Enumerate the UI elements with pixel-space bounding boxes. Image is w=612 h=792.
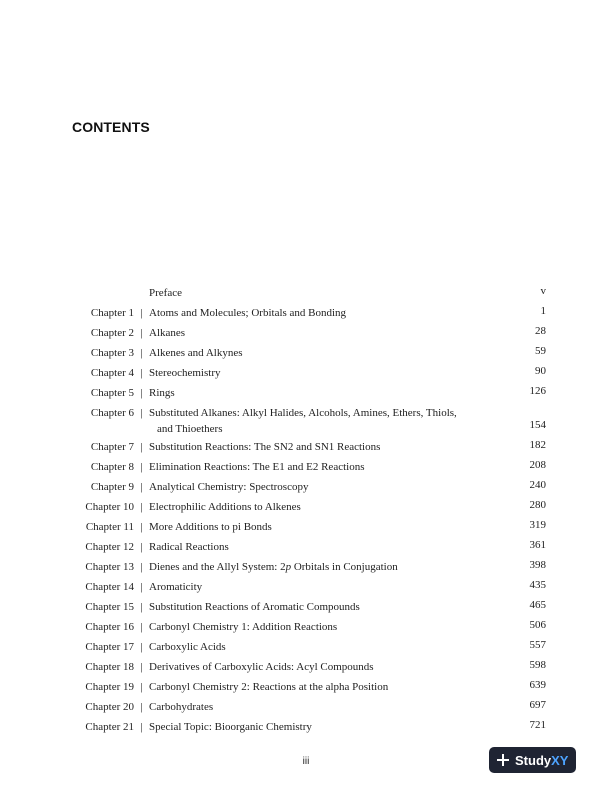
toc-separator: | xyxy=(140,661,143,673)
toc-page: 208 xyxy=(529,459,546,471)
toc-row-chapter-12[interactable] xyxy=(72,539,546,559)
toc-chapter-label: Chapter 10 xyxy=(85,501,134,513)
toc-row-chapter-3[interactable] xyxy=(72,345,546,365)
toc-separator: | xyxy=(140,621,143,633)
toc-separator: | xyxy=(140,541,143,553)
toc-page: 465 xyxy=(529,599,546,611)
toc-chapter-label: Chapter 15 xyxy=(85,601,134,613)
toc-page: 697 xyxy=(529,699,546,711)
toc-separator: | xyxy=(140,387,143,399)
toc-title: Carbohydrates xyxy=(149,701,214,713)
toc-chapter-label: Chapter 6 xyxy=(90,407,134,419)
toc-row-chapter-17[interactable] xyxy=(72,639,546,659)
toc-title: Atoms and Molecules; Orbitals and Bonding xyxy=(149,307,347,319)
toc-page: 59 xyxy=(535,345,546,357)
toc-chapter-label: Chapter 20 xyxy=(85,701,134,713)
toc-title: Special Topic: Bioorganic Chemistry xyxy=(149,721,312,733)
toc-title: Alkanes xyxy=(149,327,186,339)
toc-page: 721 xyxy=(529,719,546,731)
toc-title: Carbonyl Chemistry 1: Addition Reactions xyxy=(149,621,338,633)
toc-row-chapter-16[interactable] xyxy=(72,619,546,639)
toc-separator: | xyxy=(140,407,143,419)
toc-chapter-label: Chapter 13 xyxy=(85,561,134,573)
toc-chapter-label: Chapter 21 xyxy=(85,721,134,733)
toc-separator: | xyxy=(140,641,143,653)
toc-page: 1 xyxy=(540,305,546,317)
toc-title: Carboxylic Acids xyxy=(149,641,226,653)
toc-separator: | xyxy=(140,481,143,493)
toc-row-chapter-6[interactable] xyxy=(72,405,546,439)
toc-chapter-label: Chapter 18 xyxy=(85,661,134,673)
toc-title: Derivatives of Carboxylic Acids: Acyl Compounds xyxy=(149,661,374,673)
toc-title: Alkenes and Alkynes xyxy=(149,347,243,359)
toc-row-chapter-21[interactable] xyxy=(72,719,546,739)
toc-chapter-label: Chapter 4 xyxy=(90,367,134,379)
toc-page: 361 xyxy=(529,539,546,551)
toc-row-chapter-18[interactable] xyxy=(72,659,546,679)
toc-row-chapter-8[interactable] xyxy=(72,459,546,479)
toc-separator: | xyxy=(140,561,143,573)
toc-row-chapter-19[interactable] xyxy=(72,679,546,699)
toc-separator: | xyxy=(140,721,143,733)
toc-chapter-label: Chapter 5 xyxy=(90,387,134,399)
toc-row-chapter-5[interactable] xyxy=(72,385,546,405)
toc-title: Rings xyxy=(149,387,175,399)
toc-row-chapter-9[interactable] xyxy=(72,479,546,499)
toc-separator: | xyxy=(140,367,143,379)
toc-page: 435 xyxy=(529,579,546,591)
toc-separator: | xyxy=(140,441,143,453)
plus-icon xyxy=(497,754,509,766)
toc-row-preface[interactable] xyxy=(72,285,546,305)
toc-chapter-label: Chapter 14 xyxy=(85,581,134,593)
toc-chapter-label: Chapter 3 xyxy=(90,347,134,359)
toc-page: 126 xyxy=(529,385,546,397)
toc-separator: | xyxy=(140,347,143,359)
toc-title: Carbonyl Chemistry 2: Reactions at the alpha Position xyxy=(149,681,389,693)
toc-separator: | xyxy=(140,581,143,593)
toc-chapter-label: Chapter 8 xyxy=(90,461,134,473)
toc-page: 639 xyxy=(529,679,546,691)
toc-row-chapter-14[interactable] xyxy=(72,579,546,599)
toc-separator: | xyxy=(140,461,143,473)
toc-title: Aromaticity xyxy=(149,581,203,593)
badge-text-accent: XY xyxy=(551,752,569,768)
contents-heading: CONTENTS xyxy=(72,119,150,135)
toc-row-chapter-10[interactable] xyxy=(72,499,546,519)
toc-row-chapter-13[interactable] xyxy=(72,559,546,579)
toc-page: v xyxy=(540,285,546,297)
toc-chapter-label: Chapter 7 xyxy=(90,441,134,453)
badge-text xyxy=(515,753,568,768)
toc-row-chapter-4[interactable] xyxy=(72,365,546,385)
toc-page: 182 xyxy=(529,439,546,451)
toc-title: Substituted Alkanes: Alkyl Halides, Alcohols, Amines, Ethers, Thiols, xyxy=(149,407,457,419)
toc-separator: | xyxy=(140,327,143,339)
toc-chapter-label: Chapter 1 xyxy=(90,307,134,319)
toc-title: Substitution Reactions: The SN2 and SN1 Reactions xyxy=(149,441,381,453)
toc-page: 240 xyxy=(529,479,546,491)
toc-title-continuation: and Thioethers xyxy=(157,423,223,435)
toc-page: 28 xyxy=(535,325,546,337)
toc-row-chapter-11[interactable] xyxy=(72,519,546,539)
toc-separator: | xyxy=(140,307,143,319)
toc-separator: | xyxy=(140,501,143,513)
toc-title: Electrophilic Additions to Alkenes xyxy=(149,501,301,513)
toc-title-block xyxy=(149,405,546,437)
toc-separator: | xyxy=(140,601,143,613)
toc-row-chapter-1[interactable] xyxy=(72,305,546,325)
toc-title xyxy=(149,559,546,575)
toc-row-chapter-15[interactable] xyxy=(72,599,546,619)
toc-page: 154 xyxy=(529,419,546,431)
toc-title-italic: p xyxy=(285,561,292,573)
toc-title: Substitution Reactions of Aromatic Compounds xyxy=(149,601,360,613)
toc-title: More Additions to pi Bonds xyxy=(149,521,272,533)
toc-chapter-label: Chapter 16 xyxy=(85,621,134,633)
toc-page: 319 xyxy=(529,519,546,531)
page-number: iii xyxy=(302,756,310,767)
toc-separator: | xyxy=(140,681,143,693)
studyxy-badge[interactable] xyxy=(489,747,576,773)
toc-title: Stereochemistry xyxy=(149,367,221,379)
toc-row-chapter-2[interactable] xyxy=(72,325,546,345)
toc-chapter-label: Chapter 12 xyxy=(85,541,134,553)
toc-page: 398 xyxy=(529,559,546,571)
toc-title-part: Orbitals in Conjugation xyxy=(291,561,398,573)
toc-page: 280 xyxy=(529,499,546,511)
badge-text-main: Study xyxy=(515,752,552,768)
toc-title: Radical Reactions xyxy=(149,541,229,553)
toc-chapter-label: Chapter 19 xyxy=(85,681,134,693)
toc-title: Elimination Reactions: The E1 and E2 Reactions xyxy=(149,461,365,473)
toc-page: 506 xyxy=(529,619,546,631)
toc-separator: | xyxy=(140,701,143,713)
toc-title-part: Dienes and the Allyl System: 2 xyxy=(149,561,286,573)
toc-chapter-label: Chapter 9 xyxy=(90,481,134,493)
toc-chapter-label: Chapter 2 xyxy=(90,327,134,339)
table-of-contents xyxy=(72,285,546,739)
toc-title: Analytical Chemistry: Spectroscopy xyxy=(149,481,309,493)
toc-separator: | xyxy=(140,521,143,533)
toc-title: Preface xyxy=(149,287,182,299)
toc-chapter-label: Chapter 17 xyxy=(85,641,134,653)
toc-row-chapter-7[interactable] xyxy=(72,439,546,459)
toc-chapter-label: Chapter 11 xyxy=(85,521,134,533)
toc-page: 557 xyxy=(529,639,546,651)
toc-page: 598 xyxy=(529,659,546,671)
toc-row-chapter-20[interactable] xyxy=(72,699,546,719)
toc-page: 90 xyxy=(535,365,546,377)
